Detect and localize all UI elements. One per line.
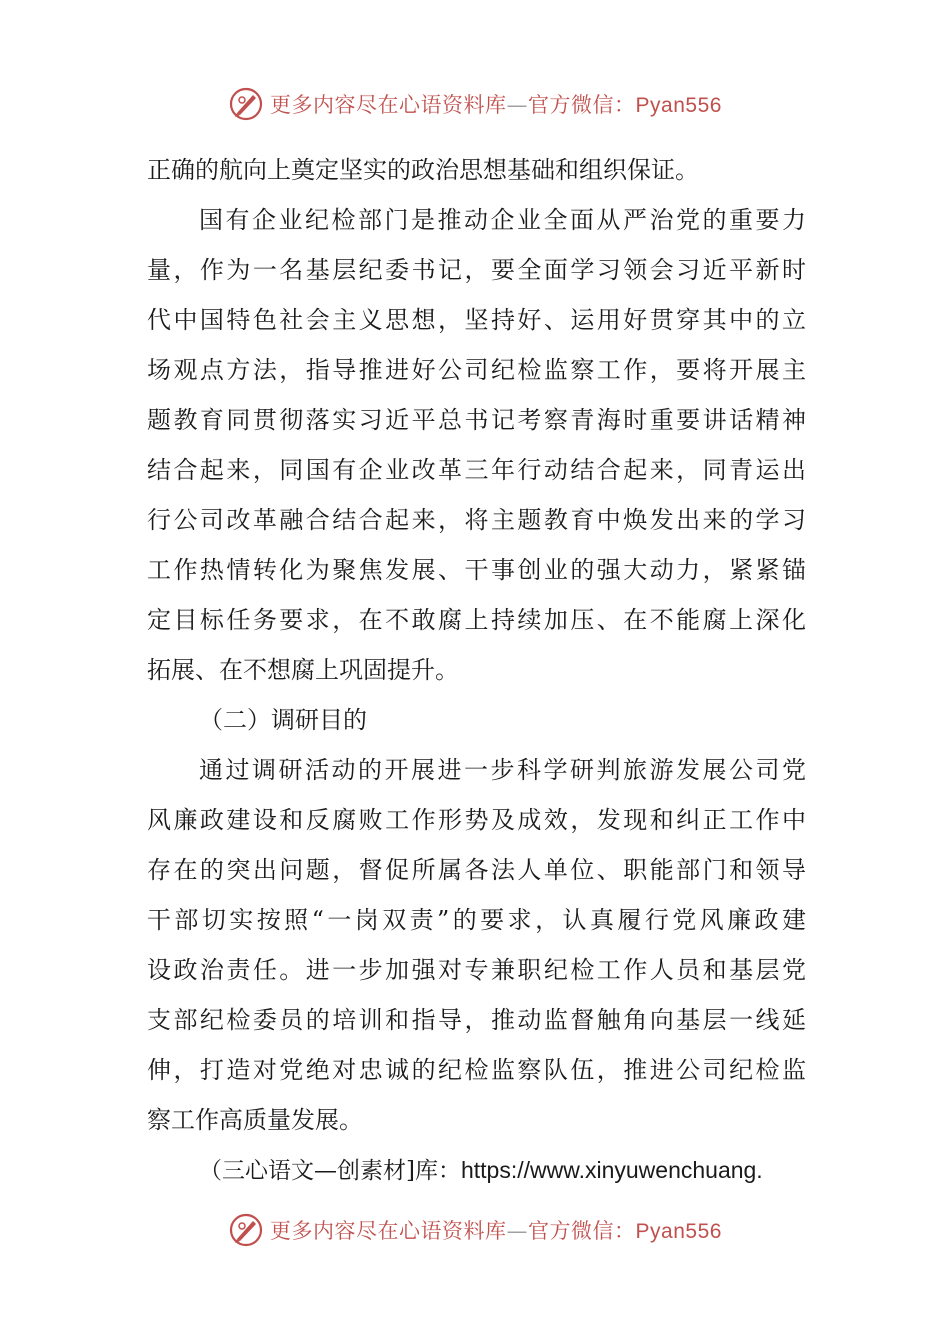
footer-text — [270, 1215, 722, 1245]
quill-logo-icon — [228, 1212, 264, 1248]
source-label: （三心语文—创素材]库： — [199, 1158, 461, 1184]
source-url: https://www.xinyuwenchuang. — [460, 1157, 763, 1183]
header-wechat: 官方微信：Pyan556 — [528, 94, 722, 117]
text-line: 场观点方法，指导推进好公司纪检监察工作，要将开展主 — [147, 356, 806, 384]
header-text — [270, 89, 722, 119]
text-line: 工作热情转化为聚焦发展、干事创业的强大动力，紧紧锚 — [147, 556, 806, 584]
text-line: 定目标任务要求，在不敢腐上持续加压、在不能腐上深化 — [147, 606, 806, 634]
text-line: 设政治责任。进一步加强对专兼职纪检工作人员和基层党 — [147, 956, 806, 984]
footer-brand: 更多内容尽在心语资料库 — [270, 1219, 507, 1243]
text-line: 存在的突出问题，督促所属各法人单位、职能部门和领导 — [147, 856, 806, 884]
paragraph-1 — [147, 195, 806, 695]
text-line: 代中国特色社会主义思想，坚持好、运用好贯穿其中的立 — [147, 306, 806, 334]
text-line: 题教育同贯彻落实习近平总书记考察青海时重要讲话精神 — [147, 406, 806, 434]
document-body — [147, 145, 806, 1195]
paragraph-2 — [147, 745, 806, 1145]
header-dash: — — [506, 93, 529, 117]
text-line: 量，作为一名基层纪委书记，要全面学习领会习近平新时 — [147, 256, 806, 284]
text-line: 拓展、在不想腐上巩固提升。 — [147, 656, 459, 684]
quill-logo-icon — [228, 86, 264, 122]
text-line: 国有企业纪检部门是推动企业全面从严治党的重要力 — [199, 206, 806, 234]
text-line: 结合起来，同国有企业改革三年行动结合起来，同青运出 — [147, 456, 806, 484]
footer-dash: — — [506, 1219, 529, 1243]
text-line: 伸，打造对党绝对忠诚的纪检监察队伍，推进公司纪检监 — [147, 1056, 806, 1084]
text-line: 通过调研活动的开展进一步科学研判旅游发展公司党 — [199, 756, 806, 784]
text-line: 支部纪检委员的培训和指导，推动监督触角向基层一线延 — [147, 1006, 806, 1034]
text-line: 行公司改革融合结合起来，将主题教育中焕发出来的学习 — [147, 506, 806, 534]
footer-wechat: 官方微信：Pyan556 — [528, 1220, 722, 1243]
text-line: 察工作高质量发展。 — [147, 1106, 363, 1134]
text-line: 风廉政建设和反腐败工作形势及成效，发现和纠正工作中 — [147, 806, 806, 834]
text-line: 干部切实按照“一岗双责”的要求，认真履行党风廉政建 — [147, 906, 806, 934]
section-heading: （二）调研目的 — [199, 706, 367, 734]
source-line — [147, 1145, 806, 1195]
text-line: 正确的航向上奠定坚实的政治思想基础和组织保证。 — [147, 156, 699, 184]
footer-banner — [0, 1210, 950, 1250]
header-brand: 更多内容尽在心语资料库 — [270, 93, 507, 117]
header-banner — [0, 84, 950, 124]
